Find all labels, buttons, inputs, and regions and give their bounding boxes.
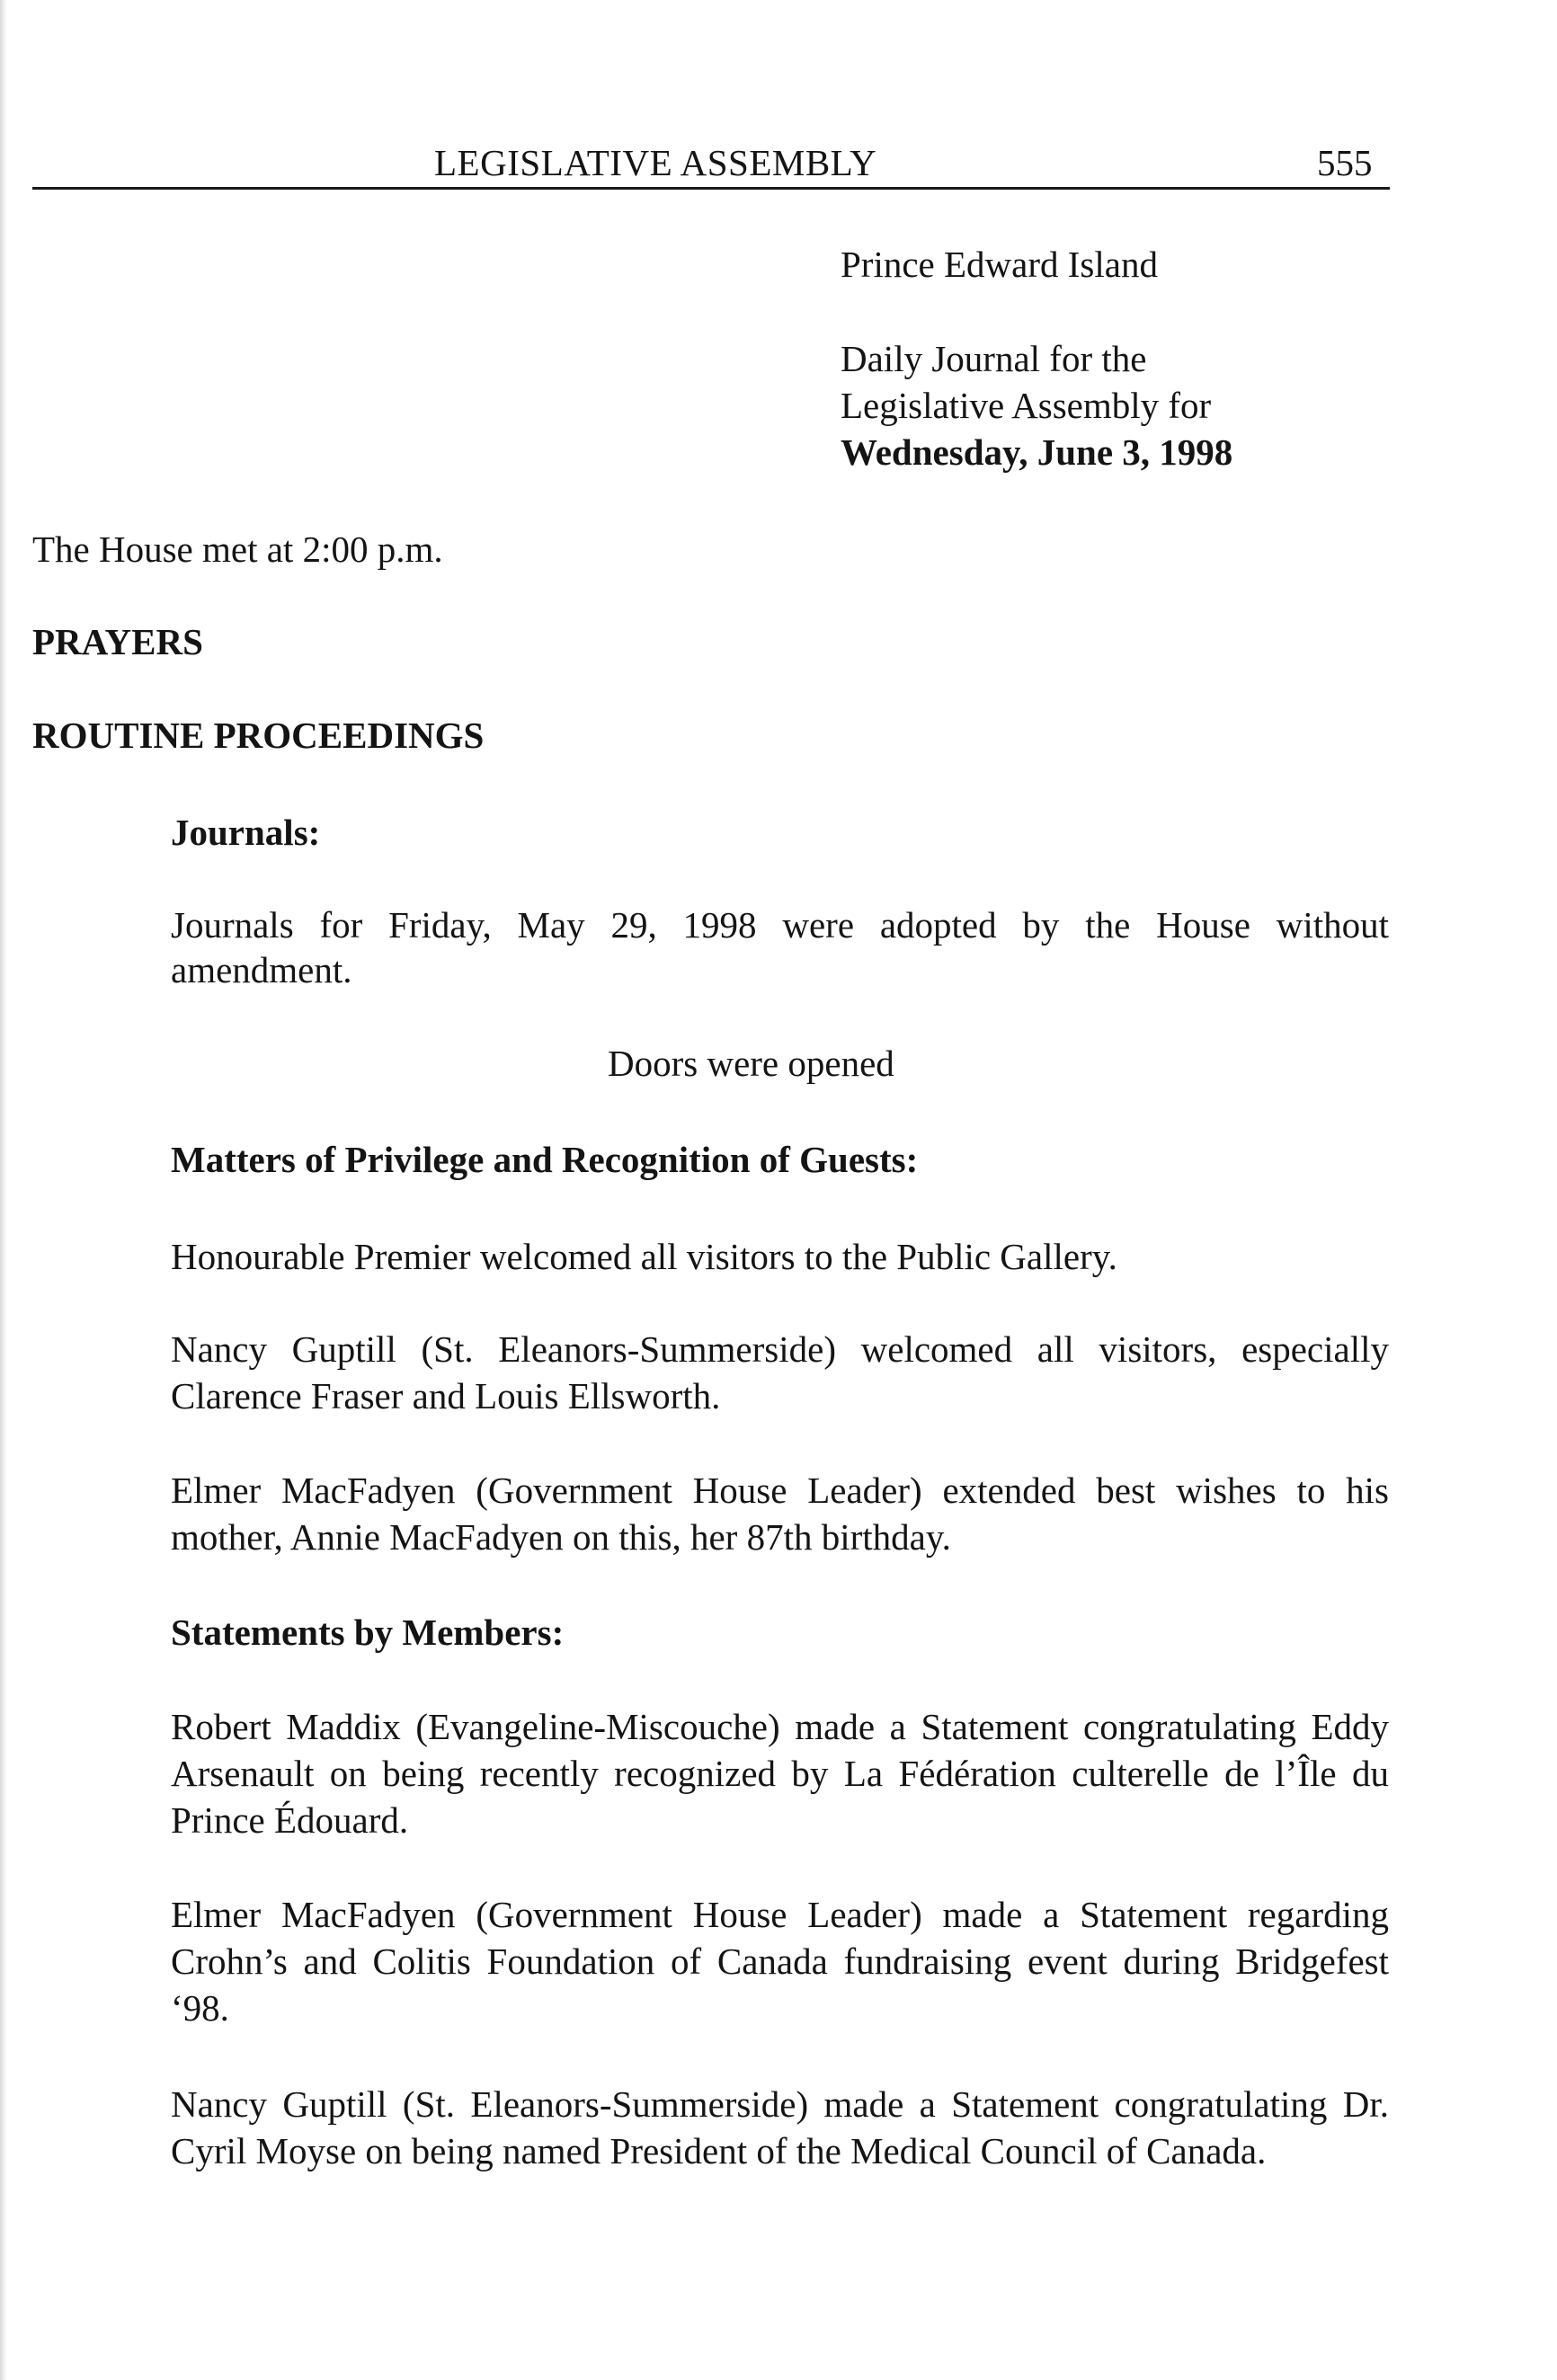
province-name: Prince Edward Island [841,244,1158,285]
journals-text-line-2: amendment. [171,949,352,990]
journals-heading: Journals: [171,812,321,853]
statement-2-line-2: Crohn’s and Colitis Foundation of Canada fundraising event during Bridgefest [171,1940,1389,1982]
privilege-paragraph-3-line-1: Elmer MacFadyen (Government House Leader) extended best wishes to his [171,1470,1389,1511]
statement-3-line-1: Nancy Guptill (St. Eleanors-Summerside) made a Statement congratulating Dr. [171,2083,1389,2125]
header-rule [32,187,1390,190]
prayers-heading: PRAYERS [32,621,203,662]
routine-proceedings-heading: ROUTINE PROCEEDINGS [32,715,485,756]
privilege-paragraph-1: Honourable Premier welcomed all visitors to the Public Gallery. [171,1236,1117,1277]
house-met-time: The House met at 2:00 p.m. [32,528,443,570]
statement-1-line-2: Arsenault on being recently recognized by La Fédération culterelle de l’Île du [171,1753,1389,1794]
statements-heading: Statements by Members: [171,1612,565,1653]
doors-opened: Doors were opened [608,1043,894,1084]
privilege-paragraph-2-line-2: Clarence Fraser and Louis Ellsworth. [171,1375,721,1416]
privilege-paragraph-3-line-2: mother, Annie MacFadyen on this, her 87th birthday. [171,1516,951,1558]
running-header-title: LEGISLATIVE ASSEMBLY [434,142,877,183]
journal-title-line-1: Daily Journal for the [841,338,1147,379]
statement-1-line-3: Prince Édouard. [171,1799,409,1841]
journal-date: Wednesday, June 3, 1998 [841,431,1233,473]
privilege-paragraph-2-line-1: Nancy Guptill (St. Eleanors-Summerside) welcomed all visitors, especially [171,1328,1389,1370]
page-number: 555 [1317,142,1373,183]
statement-2-line-1: Elmer MacFadyen (Government House Leader) made a Statement regarding [171,1894,1389,1935]
journals-text-line-1: Journals for Friday, May 29, 1998 were adopted by the House without [171,904,1389,946]
statement-1-line-1: Robert Maddix (Evangeline-Miscouche) made a Statement congratulating Eddy [171,1706,1389,1747]
statement-3-line-2: Cyril Moyse on being named President of the Medical Council of Canada. [171,2130,1267,2171]
privilege-heading: Matters of Privilege and Recognition of Guests: [171,1139,919,1180]
statement-2-line-3: ‘98. [171,1987,229,2029]
journal-title-line-2: Legislative Assembly for [841,385,1212,426]
